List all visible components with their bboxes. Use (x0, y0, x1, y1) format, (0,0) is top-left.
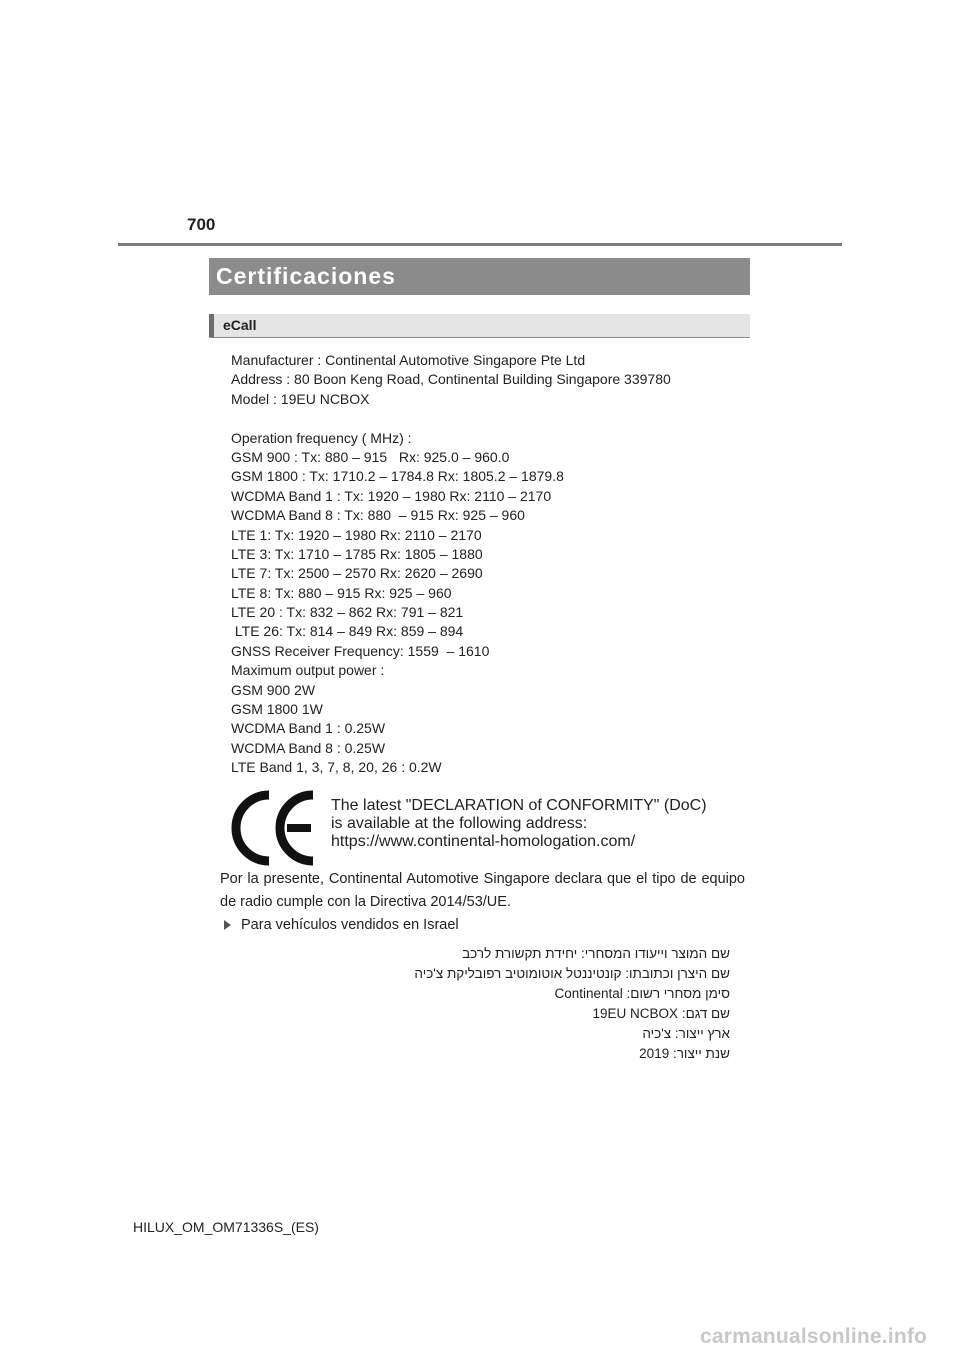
spec-line: LTE 20 : Tx: 832 – 862 Rx: 791 – 821 (231, 604, 464, 621)
spec-line: LTE 3: Tx: 1710 – 1785 Rx: 1805 – 1880 (231, 545, 483, 562)
ce-mark-icon (229, 789, 321, 867)
israel-label: Para vehículos vendidos en Israel (241, 917, 459, 933)
spec-line: WCDMA Band 8 : 0.25W (231, 739, 386, 756)
spec-line: Address : 80 Boon Keng Road, Continental Building Singapore 339780 (231, 371, 671, 388)
spec-line: WCDMA Band 1 : 0.25W (231, 720, 386, 737)
spec-line: GSM 900 : Tx: 880 – 915 Rx: 925.0 – 960.0 (231, 448, 510, 465)
conformity-line: is available at the following address: (331, 815, 588, 832)
conformity-text (331, 797, 751, 851)
spec-line: WCDMA Band 8 : Tx: 880 – 915 Rx: 925 – 960 (231, 507, 525, 524)
subsection-title: eCall (223, 317, 257, 333)
hebrew-line: שם דגם: 19EU NCBOX (592, 1006, 730, 1021)
spec-line: LTE 1: Tx: 1920 – 1980 Rx: 2110 – 2170 (231, 526, 482, 543)
spec-line: Maximum output power : (231, 662, 385, 679)
subsection-header (209, 314, 750, 338)
spec-line: LTE Band 1, 3, 7, 8, 20, 26 : 0.2W (231, 759, 442, 776)
spec-line: LTE 7: Tx: 2500 – 2570 Rx: 2620 – 2690 (231, 565, 483, 582)
section-header (209, 258, 750, 295)
hebrew-line: שנת ייצור: 2019 (639, 1046, 730, 1061)
hebrew-line: ארץ ייצור: צ'כיה (642, 1026, 730, 1041)
triangle-right-icon (224, 920, 231, 930)
spec-line: GNSS Receiver Frequency: 1559 – 1610 (231, 642, 490, 659)
conformity-url: https://www.continental-homologation.com/ (331, 833, 636, 850)
spec-line: Model : 19EU NCBOX (231, 390, 370, 407)
spec-line: LTE 26: Tx: 814 – 849 Rx: 859 – 894 (231, 623, 464, 640)
hebrew-line: שם המוצר וייעודו המסחרי: יחידת תקשורת לרכב (462, 946, 730, 961)
israel-bullet-item (224, 917, 459, 933)
watermark-text: carmanualsonline.info (700, 1325, 928, 1348)
spec-line: WCDMA Band 1 : Tx: 1920 – 1980 Rx: 2110 – 2170 (231, 487, 552, 504)
subsection-accent-bar (209, 314, 214, 337)
spec-line: Operation frequency ( MHz) : (231, 429, 412, 446)
conformity-line: The latest "DECLARATION of CONFORMITY" (DoC) (331, 797, 707, 814)
spec-line: Manufacturer : Continental Automotive Singapore Pte Ltd (231, 352, 586, 368)
spec-line: GSM 1800 : Tx: 1710.2 – 1784.8 Rx: 1805.2 – 1879.8 (231, 468, 564, 485)
spec-line (231, 409, 751, 428)
spec-line: LTE 8: Tx: 880 – 915 Rx: 925 – 960 (231, 584, 452, 601)
section-title: Certificaciones (216, 263, 396, 289)
page-number: 700 (187, 215, 216, 234)
hebrew-line: שם היצרן וכתובתו: קונטיננטל אוטומוטיב רפובליקת צ'כיה (414, 966, 730, 981)
spec-line: GSM 1800 1W (231, 701, 323, 718)
spec-list (231, 351, 751, 778)
declaration-paragraph: Por la presente, Continental Automotive Singapore declara que el tipo de equipo de radio cumple con la Directiva 2014/53/UE. (220, 871, 745, 910)
footer-document-id: HILUX_OM_OM71336S_(ES) (133, 1219, 319, 1235)
spec-line: GSM 900 2W (231, 681, 316, 698)
hebrew-info-block (300, 944, 730, 1064)
hebrew-line: סימן מסחרי רשום: Continental (554, 986, 730, 1001)
top-rule (118, 243, 842, 246)
